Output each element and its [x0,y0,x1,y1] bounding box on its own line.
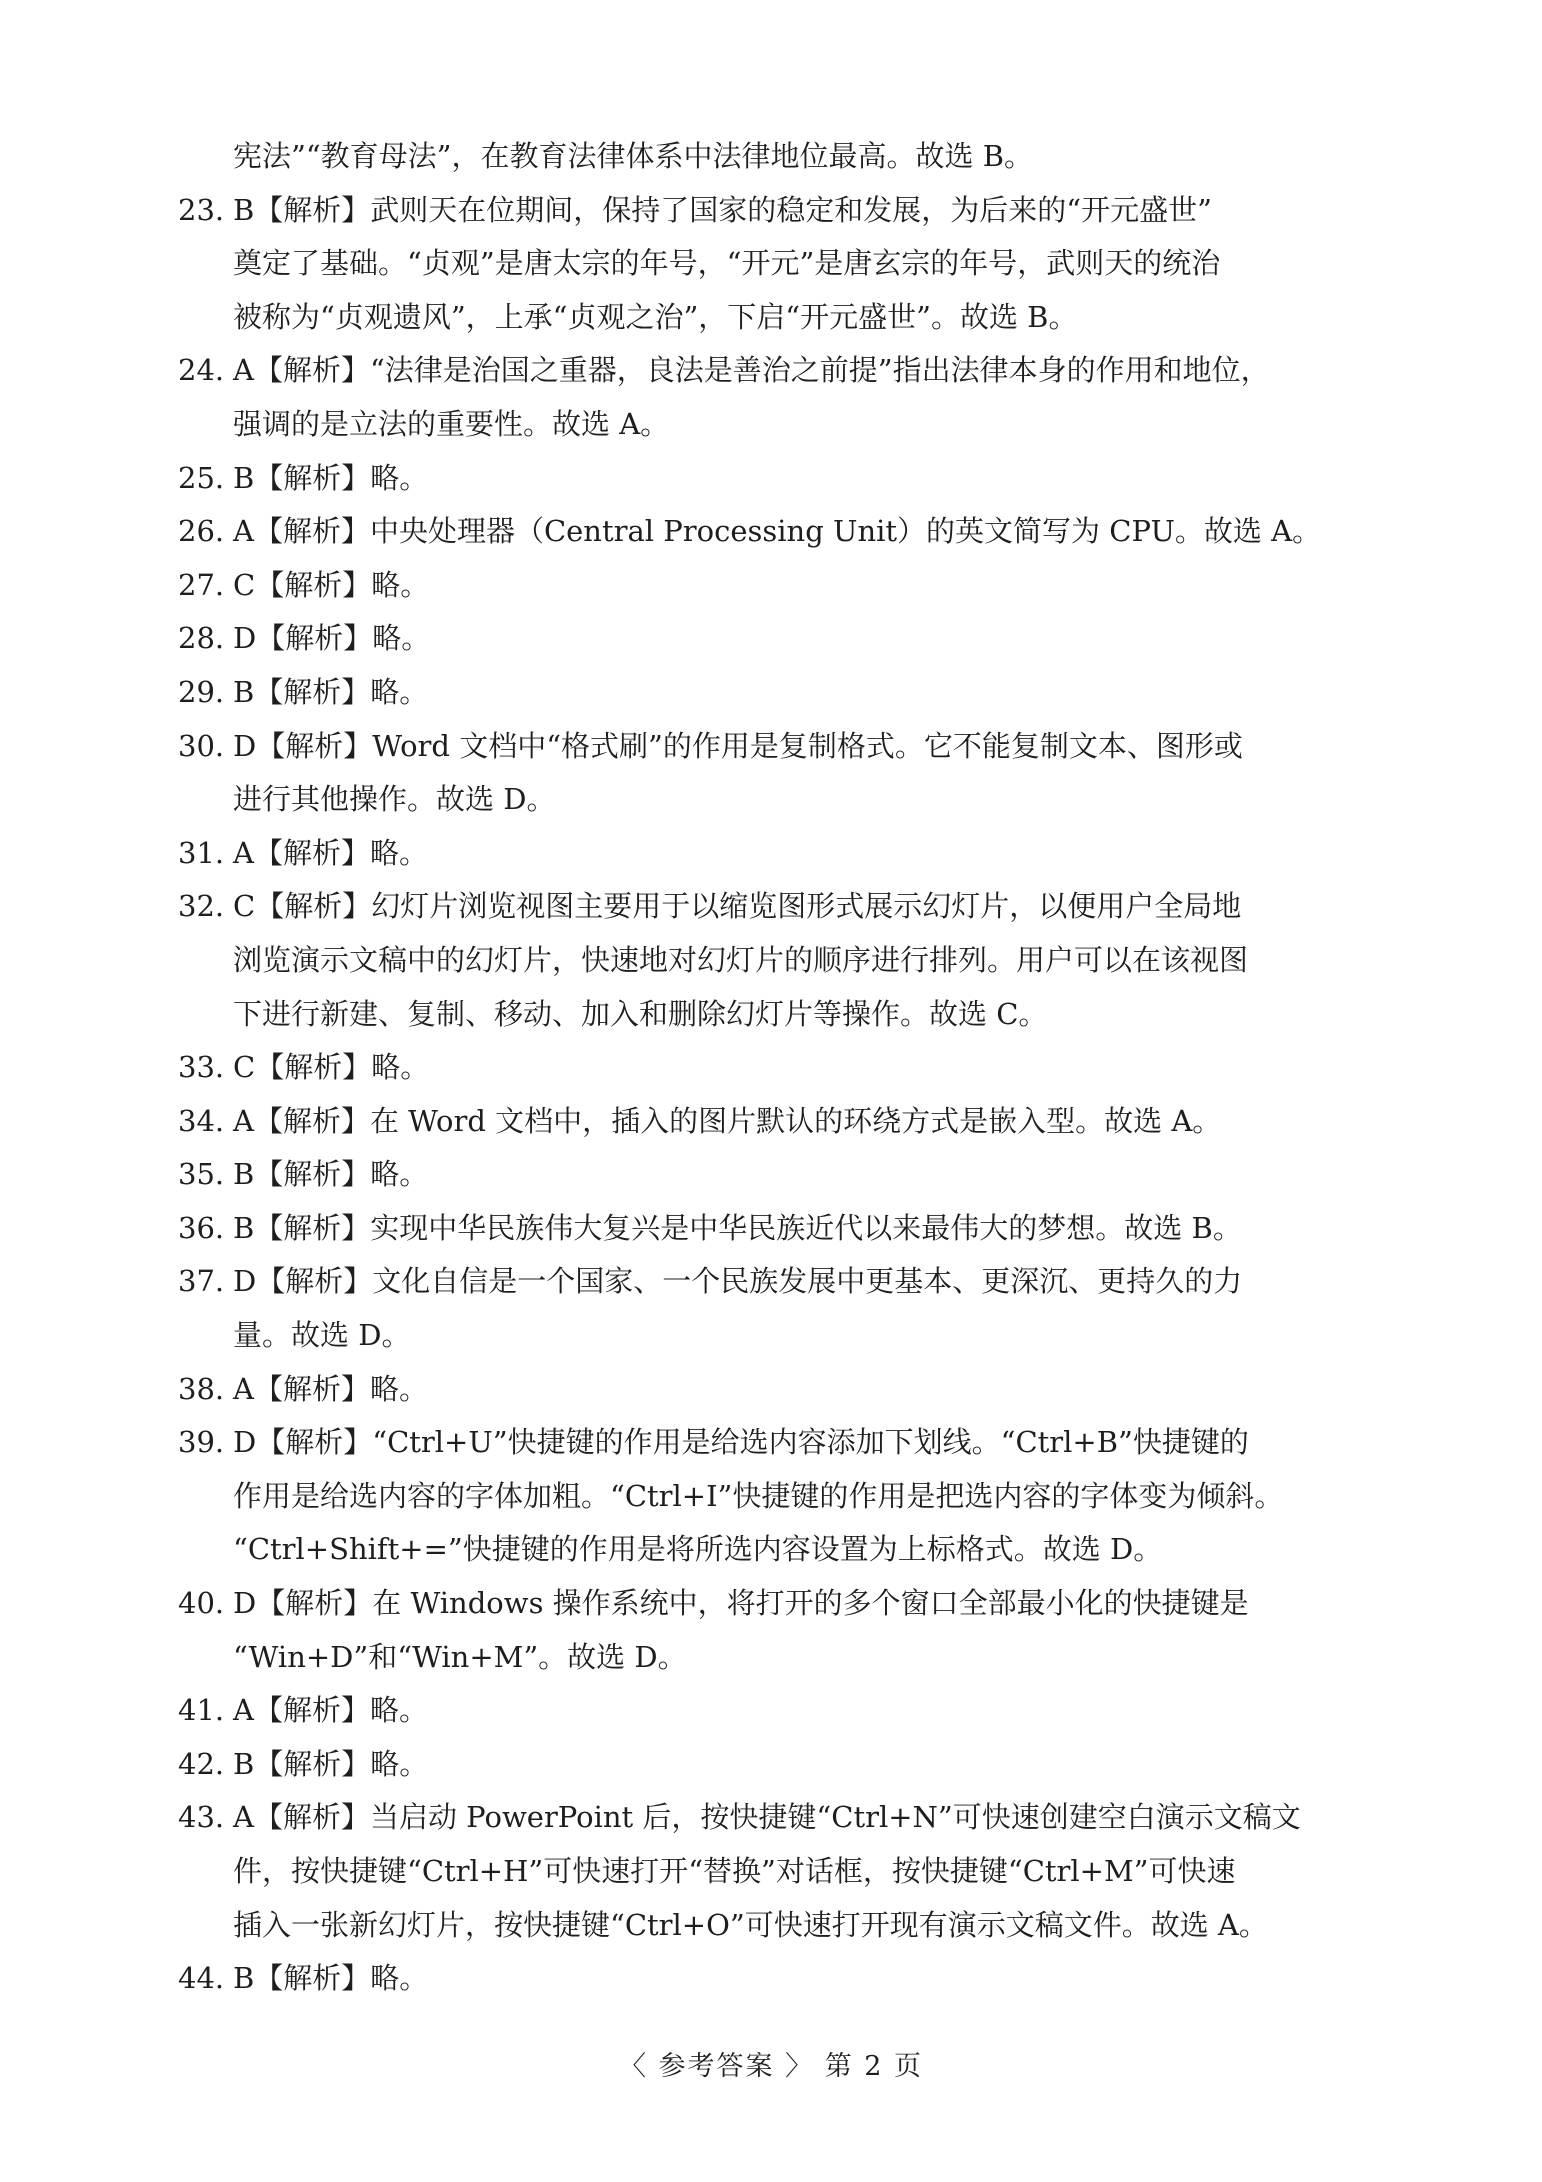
explanation-line: B【解析】武则天在位期间，保持了国家的稳定和发展，为后来的“开元盛世” [233,192,1212,227]
answer-item [178,1416,1338,1577]
explanation-line: A【解析】“法律是治国之重器，良法是善治之前提”指出法律本身的作用和地位， [233,353,1270,388]
explanation-line: 被称为“贞观遗风”，上承“贞观之治”，下启“开元盛世”。故选 B。 [233,299,1078,334]
explanation-line: A【解析】略。 [233,1371,428,1406]
explanation-line: B【解析】略。 [233,460,429,495]
continuation-line [178,130,1338,184]
explanation-line: B【解析】略。 [233,1961,429,1996]
answer-number: 35. [178,1157,225,1192]
answer-explanation [233,559,1338,613]
explanation-line: “Ctrl+Shift+=”快捷键的作用是将所选内容设置为上标格式。故选 D。 [233,1532,1163,1567]
answer-item [178,344,1338,451]
answer-item [178,720,1338,827]
answer-explanation [233,612,1338,666]
explanation-line: B【解析】略。 [233,1746,429,1781]
explanation-line: 奠定了基础。“贞观”是唐太宗的年号，“开元”是唐玄宗的年号，武则天的统治 [233,246,1221,281]
answer-number: 31. [178,835,225,870]
answer-number: 32. [178,889,225,924]
answer-explanation [233,344,1338,451]
answer-item [178,612,1338,666]
answer-explanation [233,1255,1338,1362]
answer-number: 37. [178,1264,225,1299]
answer-explanation [233,1738,1338,1792]
answer-item [178,827,1338,881]
answer-number: 33. [178,1050,225,1085]
answer-item [178,1952,1338,2006]
answer-number: 39. [178,1425,225,1460]
answer-explanation [233,1684,1338,1738]
answer-number: 43. [178,1800,225,1835]
answer-number: 40. [178,1586,225,1621]
answer-explanation [233,1416,1338,1577]
answer-number: 27. [178,567,225,602]
answer-number: 24. [178,353,225,388]
answer-number: 36. [178,1210,225,1245]
answer-explanation [233,1577,1338,1684]
answer-explanation [233,1202,1338,1256]
answer-item [178,1202,1338,1256]
explanation-line: 作用是给选内容的字体加粗。“Ctrl+I”快捷键的作用是把选内容的字体变为倾斜。 [233,1478,1284,1513]
answer-number: 38. [178,1371,225,1406]
explanation-line: 进行其他操作。故选 D。 [233,782,556,817]
explanation-line: A【解析】在 Word 文档中，插入的图片默认的环绕方式是嵌入型。故选 A。 [233,1103,1222,1138]
answer-number: 42. [178,1746,225,1781]
answer-explanation [233,827,1338,881]
answer-number: 28. [178,621,225,656]
explanation-line: 插入一张新幻灯片，按快捷键“Ctrl+O”可快速打开现有演示文稿文件。故选 A。 [233,1907,1268,1942]
explanation-line: D【解析】“Ctrl+U”快捷键的作用是给选内容添加下划线。“Ctrl+B”快捷键的 [233,1425,1249,1460]
answer-item [178,1738,1338,1792]
answer-item [178,880,1338,1041]
explanation-line: A【解析】略。 [233,1693,428,1728]
explanation-line: D【解析】在 Windows 操作系统中，将打开的多个窗口全部最小化的快捷键是 [233,1586,1249,1621]
explanation-line: C【解析】略。 [233,567,430,602]
explanation-line: C【解析】幻灯片浏览视图主要用于以缩览图形式展示幻灯片，以便用户全局地 [233,889,1242,924]
explanation-line: D【解析】Word 文档中“格式刷”的作用是复制格式。它不能复制文本、图形或 [233,728,1243,763]
explanation-line: A【解析】中央处理器（Central Processing Unit）的英文简写为 CPU。故选 A。 [233,514,1322,549]
answer-number: 41. [178,1693,225,1728]
answer-number: 26. [178,514,225,549]
answer-number: 30. [178,728,225,763]
answer-explanation [233,452,1338,506]
answer-explanation [233,720,1338,827]
answer-explanation [233,1148,1338,1202]
answer-item [178,505,1338,559]
answer-item [178,184,1338,345]
explanation-line: 下进行新建、复制、移动、加入和删除幻灯片等操作。故选 C。 [233,996,1048,1031]
explanation-line: A【解析】当启动 PowerPoint 后，按快捷键“Ctrl+N”可快速创建空白演示文稿文 [233,1800,1301,1835]
explanation-line: 强调的是立法的重要性。故选 A。 [233,406,670,441]
explanation-line: C【解析】略。 [233,1050,430,1085]
answer-item [178,452,1338,506]
answer-number: 23. [178,192,225,227]
answer-item [178,666,1338,720]
answer-item [178,1041,1338,1095]
answer-list [178,130,1338,2006]
answer-item [178,559,1338,613]
explanation-line: D【解析】略。 [233,621,431,656]
answer-explanation [233,505,1338,559]
explanation-line: B【解析】略。 [233,674,429,709]
answer-number: 25. [178,460,225,495]
answer-number: 44. [178,1961,225,1996]
answer-number: 34. [178,1103,225,1138]
explanation-line: D【解析】文化自信是一个国家、一个民族发展中更基本、更深沉、更持久的力 [233,1264,1243,1299]
answer-item [178,1148,1338,1202]
explanation-line: “Win+D”和“Win+M”。故选 D。 [233,1639,687,1674]
answer-explanation [233,1363,1338,1417]
answer-explanation [233,1791,1338,1952]
answer-explanation [233,184,1338,345]
answer-explanation [233,880,1338,1041]
answer-item [178,1255,1338,1362]
answer-explanation [233,1041,1338,1095]
explanation-line: B【解析】实现中华民族伟大复兴是中华民族近代以来最伟大的梦想。故选 B。 [233,1210,1242,1245]
page-footer: 〈 参考答案 〉 第 2 页 [618,2051,924,2082]
explanation-line: A【解析】略。 [233,835,428,870]
continuation-text: 宪法”“教育母法”，在教育法律体系中法律地位最高。故选 B。 [233,139,1034,173]
answer-item [178,1363,1338,1417]
answer-number: 29. [178,674,225,709]
explanation-line: 件，按快捷键“Ctrl+H”可快速打开“替换”对话框，按快捷键“Ctrl+M”可快速 [233,1854,1236,1888]
answer-explanation [233,1952,1338,2006]
answer-item [178,1684,1338,1738]
explanation-line: 量。故选 D。 [233,1318,411,1353]
answer-item [178,1095,1338,1149]
answer-explanation [233,666,1338,720]
explanation-line: 浏览演示文稿中的幻灯片，快速地对幻灯片的顺序进行排列。用户可以在该视图 [233,942,1249,977]
answer-item [178,1791,1338,1952]
answer-item [178,1577,1338,1684]
explanation-line: B【解析】略。 [233,1157,429,1192]
answer-explanation [233,1095,1338,1149]
